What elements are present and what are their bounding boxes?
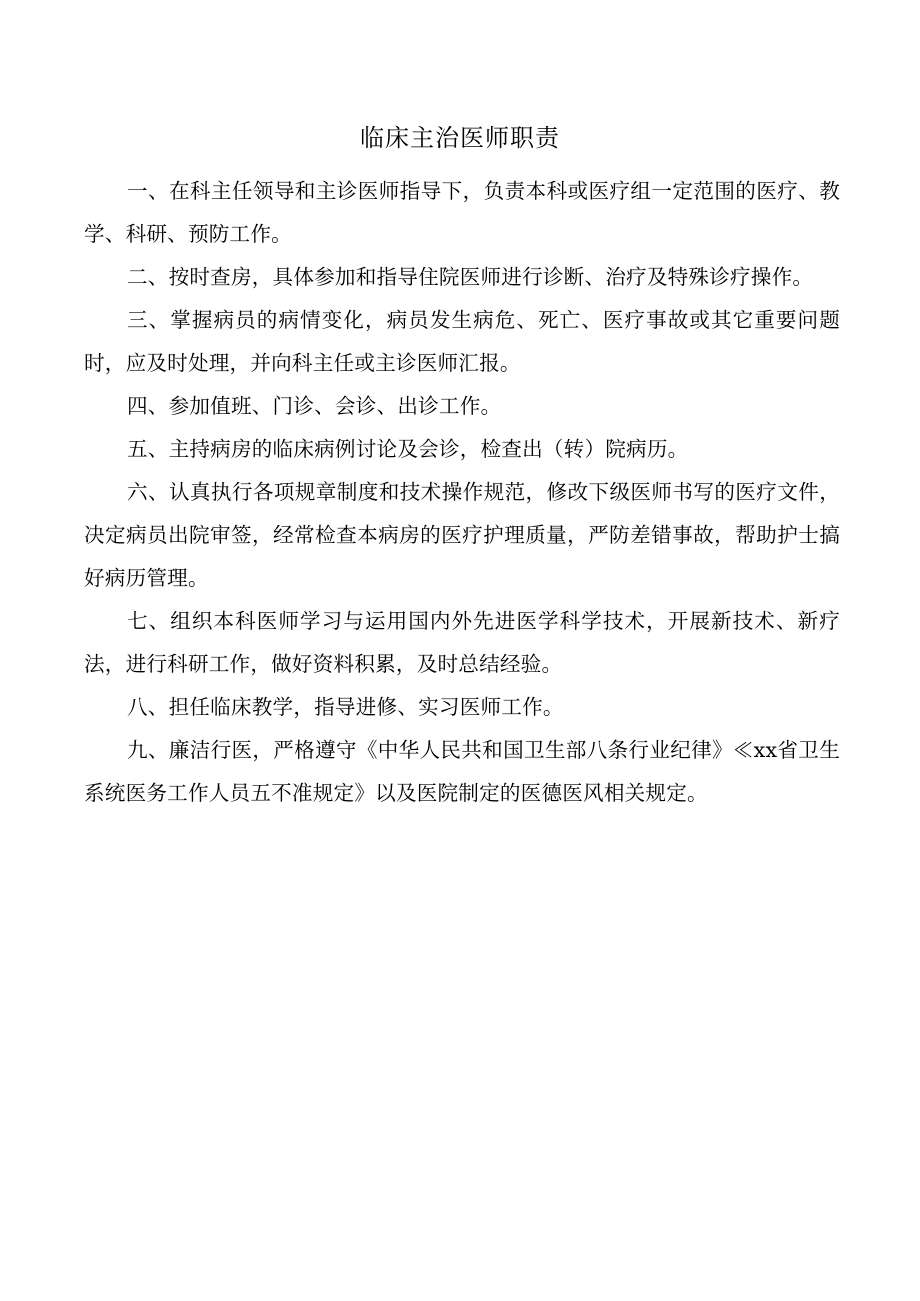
paragraph-1: 一、在科主任领导和主诊医师指导下，负责本科或医疗组一定范围的医疗、教学、科研、预防工作。 bbox=[84, 179, 840, 246]
paragraph-6: 六、认真执行各项规章制度和技术操作规范，修改下级医师书写的医疗文件，决定病员出院审签，经常检查本病房的医疗护理质量，严防差错事故，帮助护士搞好病历管理。 bbox=[84, 480, 840, 590]
paragraph-4: 四、参加值班、门诊、会诊、出诊工作。 bbox=[127, 394, 502, 418]
paragraph-8: 八、担任临床教学，指导进修、实习医师工作。 bbox=[127, 695, 564, 719]
paragraph-3: 三、掌握病员的病情变化，病员发生病危、死亡、医疗事故或其它重要问题时，应及时处理，并向科主任或主诊医师汇报。 bbox=[84, 308, 840, 375]
paragraph-9: 九、廉洁行医，严格遵守《中华人民共和国卫生部八条行业纪律》≪xx省卫生系统医务工作人员五不准规定》以及医院制定的医德医风相关规定。 bbox=[84, 738, 840, 805]
paragraph-7: 七、组织本科医师学习与运用国内外先进医学科学技术，开展新技术、新疗法，进行科研工作，做好资料积累，及时总结经验。 bbox=[84, 609, 840, 676]
paragraph-5: 五、主持病房的临床病例讨论及会诊，检查出（转）院病历。 bbox=[127, 437, 689, 461]
paragraph-2: 二、按时查房，具体参加和指导住院医师进行诊断、治疗及特殊诊疗操作。 bbox=[127, 265, 814, 289]
document-title: 临床主治医师职责 bbox=[360, 124, 560, 152]
document-body bbox=[84, 170, 840, 815]
